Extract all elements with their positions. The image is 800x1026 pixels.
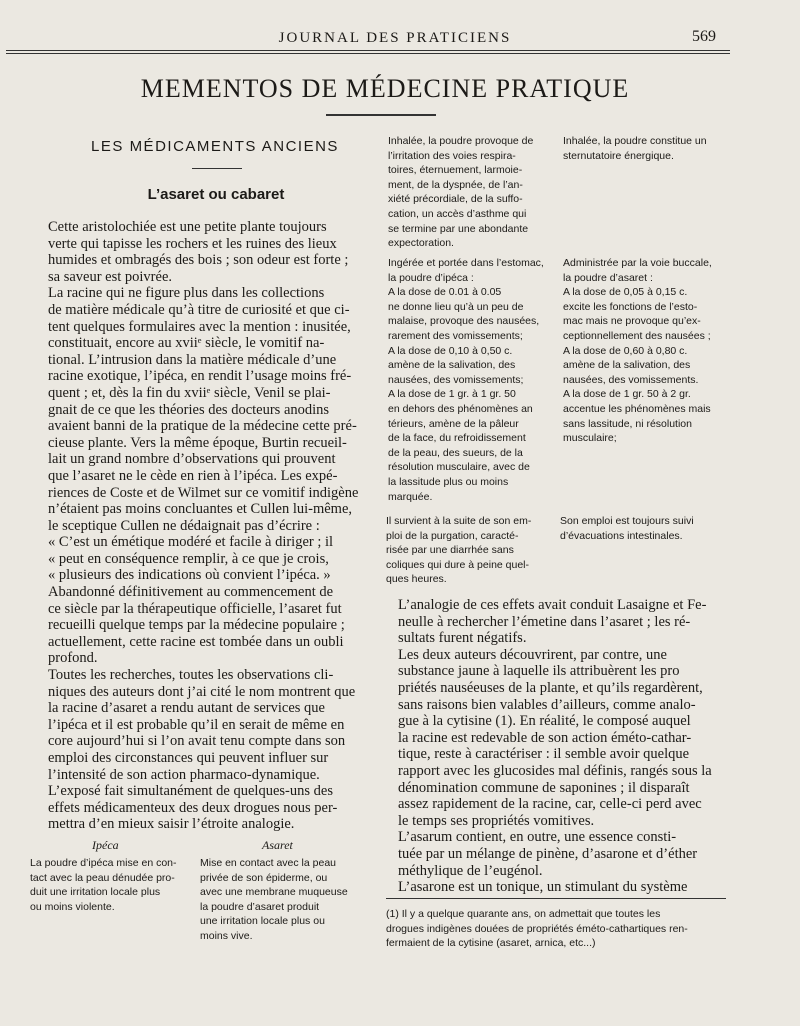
- main-title: MEMENTOS DE MÉDECINE PRATIQUE: [140, 74, 630, 103]
- text-line: sa saveur est poivrée.: [48, 268, 173, 285]
- page-number: 569: [692, 28, 716, 45]
- text-line: quent ; et, dès la fin du xviiᵉ siècle, Venil se plai-: [48, 384, 331, 401]
- footnote-rule: [386, 898, 726, 899]
- text-line: marquée.: [388, 490, 433, 503]
- text-line: ment, de la dyspnée, de l’an-: [388, 178, 523, 191]
- text-line: A la dose de 0,05 à 0,15 c.: [563, 286, 688, 299]
- asaret-entry-2: [563, 134, 707, 163]
- text-line: gnait de ce que les théories des docteurs anodins: [48, 401, 330, 418]
- header-rule-bottom: [6, 53, 730, 54]
- text-line: A la dose de 1 gr. à 1 gr. 50: [388, 388, 516, 401]
- text-line: d’évacuations intestinales.: [560, 529, 683, 542]
- text-line: Les deux auteurs découvrirent, par contre, une: [398, 646, 667, 663]
- text-line: coliques qui dure à peine quel-: [386, 558, 530, 571]
- text-line: emploi des circonstances qui peuvent influer sur: [48, 750, 329, 766]
- text-line: térieurs, amène de la pâleur: [388, 417, 519, 430]
- text-line: lait un grand nombre d’observations qui prouvent: [48, 451, 336, 468]
- text-line: verte qui tapisse les rochers et les ruines des lieux: [48, 235, 337, 252]
- text-line: rarement des vomissements;: [388, 329, 523, 342]
- text-line: Son emploi est toujours suivi: [560, 515, 694, 527]
- text-line: expectoration.: [388, 237, 454, 250]
- text-line: A la dose de 0,60 à 0,80 c.: [563, 344, 688, 357]
- right-column-text: [386, 597, 726, 896]
- column-header-asaret: Asaret: [262, 838, 293, 852]
- header-rule-top: [6, 50, 730, 51]
- paragraph: [32, 667, 372, 783]
- paragraph: [386, 597, 726, 647]
- text-line: assez rapidement de la racine, car, celle-ci perd avec: [398, 796, 702, 813]
- text-line: tique, reste à caractériser : il semble avoir quelque: [398, 746, 690, 763]
- asaret-entry-3: [563, 256, 712, 446]
- text-line: de matière médicale qu’à titre de curiosité et que ci-: [48, 301, 350, 318]
- text-line: ceptionnellement des nausées ;: [563, 329, 711, 342]
- text-line: risée par une diarrhée sans: [386, 544, 514, 557]
- text-line: Abandonné définitivement au commencement de: [48, 584, 334, 601]
- text-line: Ingérée et portée dans l’estomac,: [388, 257, 544, 269]
- text-line: amène de la salivation, des: [563, 359, 691, 372]
- text-line: Administrée par la voie buccale,: [563, 257, 712, 269]
- paragraph: [32, 783, 372, 833]
- text-line: sans lassitude, ni résolution: [563, 417, 692, 430]
- text-line: sans raisons bien valables d’ailleurs, comme analo-: [398, 696, 696, 713]
- left-column-text: [32, 219, 372, 833]
- text-line: core aujourd’hui si l’on avait tenu compte dans son: [48, 733, 346, 750]
- text-line: musculaire;: [563, 432, 617, 445]
- text-line: « plusieurs des indications où convient l’ipéca. »: [48, 567, 331, 584]
- text-line: drogues indigènes douées de propriétés éméto-cathartiques ren-: [386, 922, 688, 935]
- text-line: L’asarone est un tonique, un stimulant du système: [398, 879, 688, 896]
- paragraph: [386, 829, 726, 879]
- text-line: le temps ses propriétés vomitives.: [398, 812, 595, 829]
- text-line: accentue les phénomènes mais: [563, 402, 711, 415]
- text-line: de la face, du refroidissement: [388, 432, 526, 445]
- text-line: tact avec la peau dénudée pro-: [30, 871, 175, 884]
- text-line: racine exotique, l’ipéca, en rendit l’usage moins fré-: [48, 368, 352, 385]
- text-line: le sceptique Cullen ne dédaignait pas d’écrire :: [48, 517, 320, 534]
- text-line: nausées, des vomissements;: [388, 373, 524, 386]
- text-line: mettra d’en mieux saisir l’étroite analogie.: [48, 816, 295, 833]
- running-header: JOURNAL DES PRATICIENS: [278, 30, 512, 46]
- section-divider: [192, 168, 242, 169]
- text-line: cation, un accès d’asthme qui: [388, 207, 527, 220]
- text-line: la poudre d’asaret produit: [200, 900, 320, 913]
- column-header-ipeca: Ipéca: [92, 838, 119, 852]
- text-line: L’asarum contient, en outre, une essence consti-: [398, 829, 677, 846]
- text-line: cieuse plante. Vers la même époque, Burtin recueil-: [48, 434, 347, 451]
- text-line: La racine qui ne figure plus dans les collections: [48, 285, 325, 302]
- text-line: sultats furent négatifs.: [398, 630, 527, 647]
- text-line: sternutatoire énergique.: [563, 149, 674, 162]
- text-line: L’analogie de ces effets avait conduit Lasaigne et Fe-: [398, 597, 707, 613]
- text-line: fermaient de la cytisine (asaret, arnica, etc...): [386, 937, 596, 949]
- text-line: A la dose de 0.01 à 0.05: [388, 286, 502, 299]
- quotation: [32, 534, 372, 584]
- text-line: Inhalée, la poudre constitue un: [563, 135, 707, 147]
- ipeca-entry-4: [386, 514, 531, 587]
- subsection-title: L’asaret ou cabaret: [147, 186, 285, 203]
- text-line: de la peau, des sueurs, de la: [388, 446, 523, 459]
- text-line: méthylique de l’eugénol.: [398, 862, 543, 879]
- paragraph: [32, 285, 372, 534]
- text-line: Mise en contact avec la peau: [200, 857, 336, 869]
- text-line: moins vive.: [200, 929, 253, 942]
- text-line: privée de son épiderme, ou: [200, 871, 328, 884]
- text-line: ce siècle par la thérapeutique officielle, l’asaret fut: [48, 600, 342, 617]
- text-line: toires, éternuement, larmoie-: [388, 164, 523, 177]
- text-line: nausées, des vomissements.: [563, 373, 699, 386]
- text-line: l’ipéca et il est probable qu’il en serait de même en: [48, 716, 345, 733]
- text-line: n’étaient pas moins concluantes et Cullen lui-même,: [48, 501, 353, 518]
- paragraph: [386, 879, 726, 896]
- text-line: résolution musculaire, avec de: [388, 461, 530, 474]
- text-line: humides et ombragés des bois ; son odeur est forte ;: [48, 252, 349, 269]
- paragraph: [386, 647, 726, 830]
- asaret-entry-4: [560, 514, 694, 543]
- text-line: duit une irritation locale plus: [30, 886, 161, 899]
- text-line: La poudre d’ipéca mise en con-: [30, 857, 177, 869]
- text-line: l’irritation des voies respira-: [388, 149, 516, 162]
- text-line: une irritation locale plus ou: [200, 915, 325, 928]
- text-line: Inhalée, la poudre provoque de: [388, 135, 534, 147]
- text-line: profond.: [48, 650, 98, 667]
- text-line: actuellement, cette racine est tombée dans un oubli: [48, 633, 344, 650]
- text-line: neulle à rechercher l’émetine dans l’asaret ; les ré-: [398, 613, 691, 630]
- text-line: effets médicamenteux des deux drogues nous per-: [48, 799, 338, 816]
- text-line: malaise, provoque des nausées,: [388, 315, 540, 328]
- text-line: L’exposé fait simultanément de quelques-uns des: [48, 783, 333, 800]
- text-line: ne donne lieu qu’à un peu de: [388, 300, 524, 313]
- paragraph: [32, 219, 372, 285]
- text-line: en dehors des phénomènes an: [388, 402, 533, 415]
- text-line: se termine par une abondante: [388, 222, 529, 235]
- text-line: A la dose de 1 gr. 50 à 2 gr.: [563, 388, 691, 401]
- text-line: la racine d’asaret a rendu autant de services que: [48, 700, 325, 717]
- text-line: la lassitude plus ou moins: [388, 475, 509, 488]
- asaret-entry-1: [200, 856, 348, 944]
- text-line: l’intensité de son action pharmaco-dynamique.: [48, 766, 320, 783]
- text-line: Toutes les recherches, toutes les observations cli-: [48, 667, 334, 684]
- text-line: avec une membrane muqueuse: [200, 886, 348, 899]
- text-line: la poudre d’ipéca :: [388, 271, 474, 284]
- text-line: la racine est redevable de son action éméto-cathar-: [398, 729, 692, 746]
- text-line: gue à la cytisine (1). En réalité, le composé auquel: [398, 713, 691, 730]
- section-title: LES MÉDICAMENTS ANCIENS: [91, 138, 339, 155]
- paragraph: [32, 584, 372, 667]
- text-line: ploi de la purgation, caracté-: [386, 529, 519, 542]
- text-line: rapport avec les glucosides mal définis, rangés sous la: [398, 762, 712, 779]
- text-line: la poudre d’asaret :: [563, 271, 653, 284]
- ipeca-entry-2: [388, 134, 533, 251]
- text-line: amène de la salivation, des: [388, 359, 516, 372]
- text-line: Cette aristolochiée est une petite plante toujours: [48, 219, 327, 235]
- text-line: tuée par un mélange de pinène, d’asarone et d’éther: [398, 845, 698, 862]
- ipeca-entry-3: [388, 256, 544, 504]
- ipeca-entry-1: [30, 856, 177, 914]
- text-line: tional. L’intrusion dans la matière médicale d’une: [48, 351, 337, 368]
- footnote: [386, 907, 688, 951]
- text-line: ou moins violente.: [30, 900, 115, 913]
- text-line: niques des auteurs dont j’ai cité le nom montrent que: [48, 683, 356, 700]
- text-line: xiété précordiale, de la suffo-: [388, 193, 523, 206]
- text-line: « C’est un émétique modéré et facile à diriger ; il: [48, 534, 334, 551]
- text-line: (1) Il y a quelque quarante ans, on admettait que toutes les: [386, 908, 661, 920]
- text-line: excite les fonctions de l’esto-: [563, 300, 698, 313]
- text-line: A la dose de 0,10 à 0,50 c.: [388, 344, 513, 357]
- text-line: « peut en conséquence remplir, à ce que je crois,: [48, 550, 329, 567]
- title-divider: [326, 114, 436, 116]
- text-line: constituait, encore au xviiᵉ siècle, le vomitif na-: [48, 335, 325, 352]
- text-line: riences de Coste et de Wilmet sur ce vomitif indigène: [48, 484, 359, 501]
- text-line: priétés nauséeuses de la plante, et qu’ils regardèrent,: [398, 679, 703, 696]
- text-line: que l’asaret ne le cède en rien à l’ipéca. Les expé-: [48, 467, 338, 484]
- text-line: mac mais ne provoque qu’ex-: [563, 315, 701, 328]
- text-line: ques heures.: [386, 573, 447, 586]
- text-line: avaient banni de la pratique de la médecine cette pré-: [48, 418, 357, 435]
- text-line: tent quelques formulaires avec la mention : inusitée,: [48, 318, 351, 335]
- text-line: dénomination commune de saponines ; il disparaît: [398, 779, 690, 796]
- text-line: substance jaune à laquelle ils attribuèrent les pro: [398, 663, 680, 680]
- text-line: Il survient à la suite de son em-: [386, 515, 532, 527]
- text-line: recueilli quelque temps par la médecine populaire ;: [48, 617, 345, 634]
